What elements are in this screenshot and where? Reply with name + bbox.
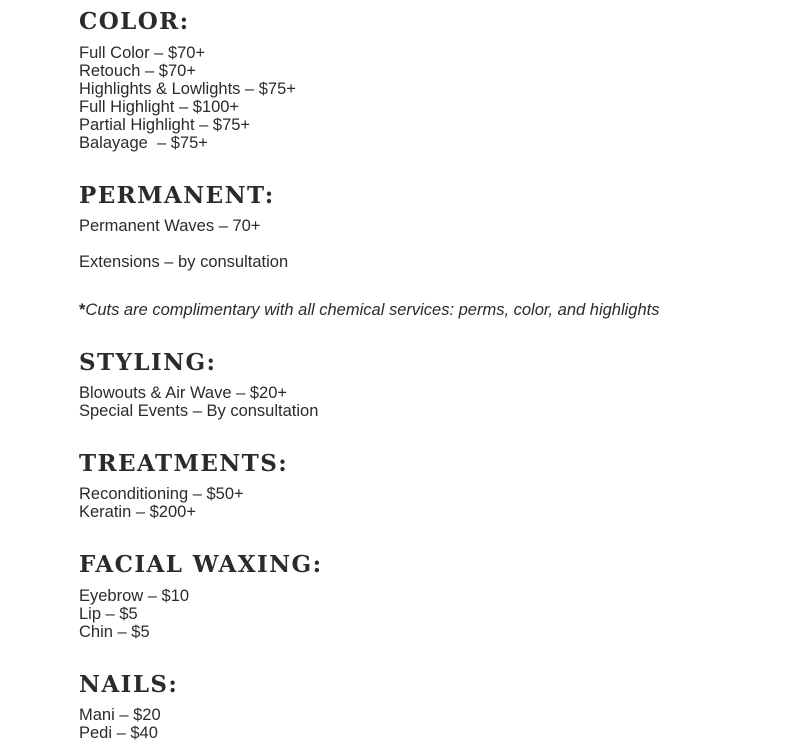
permanent-price-list xyxy=(79,217,260,235)
price-item: Highlights & Lowlights – $75+ xyxy=(79,80,296,98)
note-text: Cuts are complimentary with all chemical services: perms, color, and highlights xyxy=(85,301,660,319)
price-item: Special Events – By consultation xyxy=(79,402,319,420)
price-item: Full Color – $70+ xyxy=(79,44,206,62)
styling-price-list xyxy=(79,384,318,420)
price-item: Lip – $5 xyxy=(79,605,138,623)
price-item: Retouch – $70+ xyxy=(79,62,196,80)
price-item: Pedi – $40 xyxy=(79,724,158,742)
section-heading-permanent: PERMANENT: xyxy=(79,182,275,209)
section-heading-color: COLOR: xyxy=(79,8,190,35)
price-item: Reconditioning – $50+ xyxy=(79,485,244,503)
note-asterisk: * xyxy=(79,301,86,319)
facial-waxing-price-list xyxy=(79,587,189,641)
nails-price-list xyxy=(79,706,161,742)
section-heading-facial-waxing: FACIAL WAXING: xyxy=(79,551,323,578)
section-heading-styling: STYLING: xyxy=(79,349,217,376)
color-price-list xyxy=(79,44,296,152)
price-item: Balayage – $75+ xyxy=(79,134,208,152)
price-item: Permanent Waves – 70+ xyxy=(79,217,261,235)
section-heading-treatments: TREATMENTS: xyxy=(79,450,289,477)
price-item: Keratin – $200+ xyxy=(79,503,196,521)
price-item: Mani – $20 xyxy=(79,706,161,724)
price-item: Partial Highlight – $75+ xyxy=(79,116,251,134)
section-heading-nails: NAILS: xyxy=(79,671,179,698)
price-item: Eyebrow – $10 xyxy=(79,587,190,605)
cuts-note xyxy=(79,300,659,320)
price-item: Chin – $5 xyxy=(79,623,150,641)
price-item: Full Highlight – $100+ xyxy=(79,98,240,116)
treatments-price-list xyxy=(79,485,244,521)
extensions-line: Extensions – by consultation xyxy=(79,253,289,271)
price-item: Blowouts & Air Wave – $20+ xyxy=(79,384,288,402)
